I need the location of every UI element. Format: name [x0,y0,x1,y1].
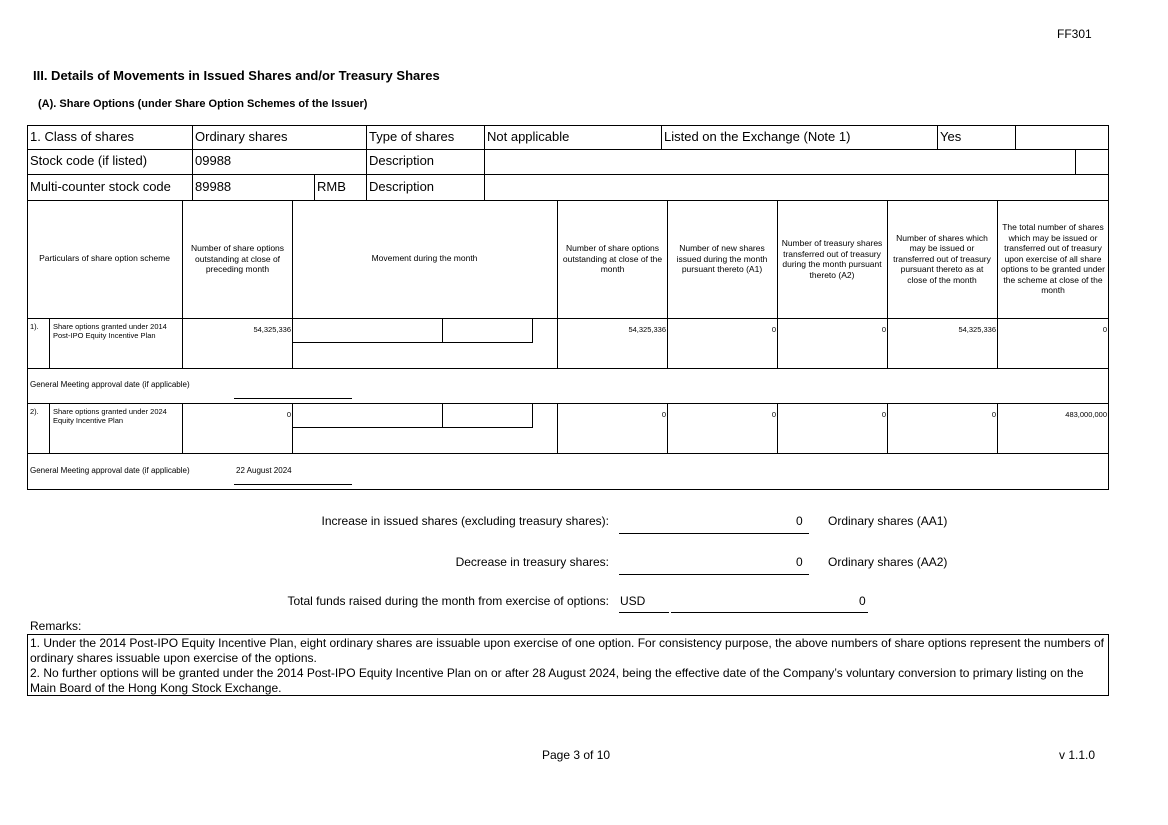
scheme-1-total-number: 0 [1102,325,1107,334]
class-of-shares-value: Ordinary shares [195,129,288,144]
col-outstanding-close: Number of share options outstanding at close of the month [562,243,663,275]
multi-counter-value: 89988 [195,179,232,194]
scheme-2-outstanding-prev: 0 [286,410,291,419]
multi-counter-label: Multi-counter stock code [30,179,171,194]
remark-1: 1. Under the 2014 Post-IPO Equity Incentive Plan, eight ordinary shares are issuable upon exercise of one option. For consistency purpose, the above numbers of share options represent the numbers of ordinary shares issuable upon exercise of the options. [30,636,1104,665]
scheme-2-may-be-issued: 0 [991,410,996,419]
scheme-2-outstanding-close: 0 [661,410,666,419]
remarks-box [27,634,1109,696]
col-particulars: Particulars of share option scheme [39,253,170,264]
listed-value: Yes [940,129,962,144]
remarks-label: Remarks: [30,619,82,633]
listed-label: Listed on the Exchange (Note 1) [664,129,851,144]
increase-value: 0 [796,514,803,528]
scheme-2-approval-date: 22 August 2024 [236,466,292,475]
scheme-1-approval-label: General Meeting approval date (if applicable) [30,380,190,389]
col-treasury-transferred: Number of treasury shares transferred out of treasury during the month pursuant thereto (A2) [781,238,883,280]
scheme-1-treasury-transferred: 0 [881,325,886,334]
scheme-2-new-shares: 0 [771,410,776,419]
scheme-2-approval-label: General Meeting approval date (if applicable) [30,466,190,475]
col-movement: Movement during the month [371,253,478,264]
class-of-shares-label: 1. Class of shares [30,129,135,144]
funds-value: 0 [859,594,866,608]
scheme-1-outstanding-close: 54,325,336 [628,325,666,334]
funds-currency: USD [620,594,646,608]
type-of-shares-label: Type of shares [369,129,455,144]
scheme-1-name: Share options granted under 2014 Post-IPO Equity Incentive Plan [53,322,167,340]
col-may-be-issued: Number of shares which may be issued or transferred out of treasury pursuant thereto as at close of the month [893,232,991,285]
scheme-1-new-shares: 0 [771,325,776,334]
page-number: Page 3 of 10 [542,748,611,762]
scheme-1-may-be-issued: 54,325,336 [958,325,996,334]
increase-unit: Ordinary shares (AA1) [828,514,948,528]
stock-code-value: 09988 [195,153,232,168]
multi-description-label: Description [369,179,435,194]
scheme-1-outstanding-prev: 54,325,336 [253,325,291,334]
form-code: FF301 [1057,27,1092,41]
version: v 1.1.0 [1059,748,1096,762]
stock-code-label: Stock code (if listed) [30,153,148,168]
decrease-label: Decrease in treasury shares: [455,555,609,569]
description-label: Description [369,153,435,168]
multi-counter-currency: RMB [317,179,346,194]
funds-label: Total funds raised during the month from exercise of options: [287,594,609,608]
scheme-1-index: 1). [30,322,39,331]
col-new-shares: Number of new shares issued during the month pursuant thereto (A1) [676,243,768,275]
col-total-number: The total number of shares which may be issued or transferred out of treasury upon exercise of all share options to be granted under the scheme at close of the month [1001,222,1105,296]
decrease-unit: Ordinary shares (AA2) [828,555,948,569]
scheme-2-treasury-transferred: 0 [881,410,886,419]
increase-label: Increase in issued shares (excluding treasury shares): [321,514,609,528]
section-title: III. Details of Movements in Issued Shares and/or Treasury Shares [33,68,440,83]
scheme-2-total-number: 483,000,000 [1065,410,1107,419]
subsection-title: (A). Share Options (under Share Option Schemes of the Issuer) [38,98,368,110]
scheme-2-index: 2). [30,407,39,416]
decrease-value: 0 [796,555,803,569]
scheme-2-name: Share options granted under 2024 Equity Incentive Plan [53,407,167,425]
remark-2: 2. No further options will be granted under the 2014 Post-IPO Equity Incentive Plan on or after 28 August 2024, being the effective date of the Company’s voluntary conversion to primary listing on the Main Board of the Hong Kong Stock Exchange. [30,666,1084,695]
type-of-shares-value: Not applicable [487,129,570,144]
col-outstanding-prev: Number of share options outstanding at close of preceding month [190,243,285,275]
